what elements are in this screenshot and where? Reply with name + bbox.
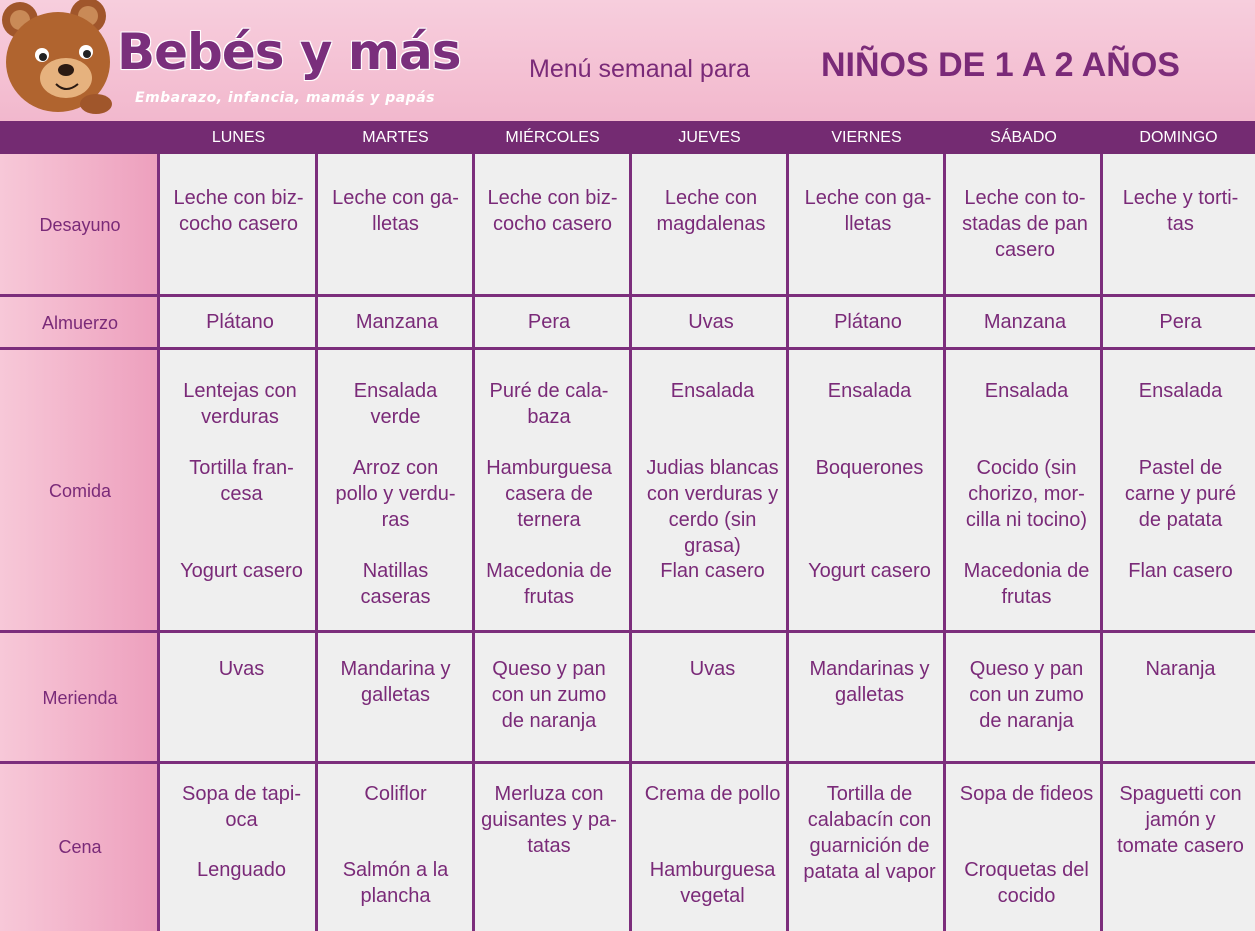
menu-cell-cena-segundo: Hamburguesa vegetal [649,859,776,907]
menu-cell-comida-primero: Ensalada [984,380,1069,402]
menu-cell-cena-segundo: Salmón a la plancha [342,859,449,907]
grid-line [943,154,946,931]
meal-label-comida: Comida [48,480,112,501]
menu-cell-cena-primero: Coliflor [364,783,427,805]
menu-cell-comida-primero: Ensalada verde [353,380,438,428]
menu-cell-almuerzo: Pera [527,311,571,333]
meal-label-cena: Cena [58,837,102,857]
menu-cell-merienda: Mandarina y galletas [340,658,451,706]
menu-cell-comida-postre: Macedonia de frutas [963,560,1090,608]
menu-cell-cena-segundo: Croquetas del cocido [964,859,1089,907]
grid-line [786,154,789,931]
menu-cell-cena-segundo: Lenguado [197,859,286,881]
day-header: LUNES [211,129,266,146]
menu-cell-comida-primero: Ensalada [670,380,755,402]
menu-cell-comida-segundo: Hamburguesa casera de ternera [486,457,612,531]
page-header [0,0,1255,121]
menu-cell-desayuno: Leche y torti- tas [1122,187,1239,235]
day-header: MIÉRCOLES [505,129,600,146]
menu-cell-comida-postre: Yogurt casero [180,560,303,582]
day-header: SÁBADO [990,129,1057,146]
grid-line [629,154,632,931]
menu-cell-almuerzo: Uvas [688,311,734,333]
menu-cell-comida-segundo: Pastel de carne y puré de patata [1124,457,1237,531]
menu-cell-almuerzo: Pera [1159,311,1202,333]
day-header: VIERNES [831,129,902,146]
menu-cell-cena-primero: Sopa de fideos [959,783,1094,805]
meal-label-almuerzo: Almuerzo [41,312,119,333]
menu-cell-comida-postre: Flan casero [660,560,765,582]
menu-cell-desayuno: Leche con to- stadas de pan casero [962,187,1088,261]
meal-label-desayuno: Desayuno [39,214,121,235]
menu-cell-merienda: Queso y pan con un zumo de naranja [491,658,607,732]
grid-line [315,154,318,931]
menu-cell-merienda: Uvas [218,658,265,680]
menu-cell-almuerzo: Plátano [834,311,902,333]
teddy-bear-logo-icon [0,0,118,121]
menu-cell-almuerzo: Manzana [355,311,439,333]
menu-cell-desayuno: Leche con ga- lletas [804,187,932,235]
brand-name: Bebés y más [117,23,461,81]
menu-cell-desayuno: Leche con ga- lletas [332,187,459,235]
menu-cell-comida-segundo: Boquerones [815,457,924,479]
day-header: JUEVES [678,129,741,146]
menu-cell-comida-primero: Ensalada [1138,380,1223,402]
menu-cell-comida-postre: Natillas caseras [360,560,431,608]
menu-cell-comida-postre: Flan casero [1128,560,1233,582]
meal-label-merienda: Merienda [42,687,118,708]
menu-cell-almuerzo: Plátano [206,311,274,333]
menu-cell-comida-primero: Puré de cala- baza [489,380,609,428]
menu-cell-comida-segundo: Arroz con pollo y verdu- ras [335,457,456,531]
menu-cell-cena-primero: Spaguetti con jamón y tomate casero [1117,783,1244,857]
menu-cell-cena-primero: Crema de pollo [644,783,781,805]
menu-cell-desayuno: Leche con biz- cocho casero [487,187,618,235]
grid-line [157,154,160,931]
menu-cell-comida-primero: Ensalada [827,380,912,402]
menu-cell-comida-segundo: Cocido (sin chorizo, mor- cilla ni tocino) [965,457,1088,531]
menu-cell-desayuno: Leche con magdalenas [656,187,766,235]
menu-cell-comida-segundo: Tortilla fran- cesa [189,457,294,505]
grid-line [0,630,1255,633]
day-header: MARTES [362,129,429,146]
menu-cell-comida-postre: Macedonia de frutas [486,560,612,608]
grid-line [1100,154,1103,931]
grid-line [0,347,1255,350]
menu-cell-cena-primero: Merluza con guisantes y pa- tatas [481,783,617,857]
menu-cell-merienda: Naranja [1145,658,1216,680]
menu-cell-merienda: Mandarinas y galletas [809,658,930,706]
menu-cell-desayuno: Leche con biz- cocho casero [173,187,304,235]
grid-line [0,761,1255,764]
brand-tagline: Embarazo, infancia, mamás y papás [135,90,435,106]
menu-label: Menú semanal para [529,55,750,83]
grid-line [0,294,1255,297]
menu-cell-cena-primero: Sopa de tapi- oca [182,783,301,831]
menu-cell-comida-segundo: Judias blancas con verduras y cerdo (sin grasa) [646,457,779,557]
page-title: NIÑOS DE 1 A 2 AÑOS [821,46,1180,84]
menu-cell-merienda: Queso y pan con un zumo de naranja [969,658,1084,732]
grid-line [472,154,475,931]
menu-cell-almuerzo: Manzana [983,311,1067,333]
menu-cell-cena-primero: Tortilla de calabacín con guarnición de patata al vapor [803,783,936,883]
day-header: DOMINGO [1139,129,1218,146]
menu-cell-comida-primero: Lentejas con verduras [183,380,297,428]
menu-cell-comida-postre: Yogurt casero [808,560,931,582]
menu-cell-merienda: Uvas [689,658,736,680]
